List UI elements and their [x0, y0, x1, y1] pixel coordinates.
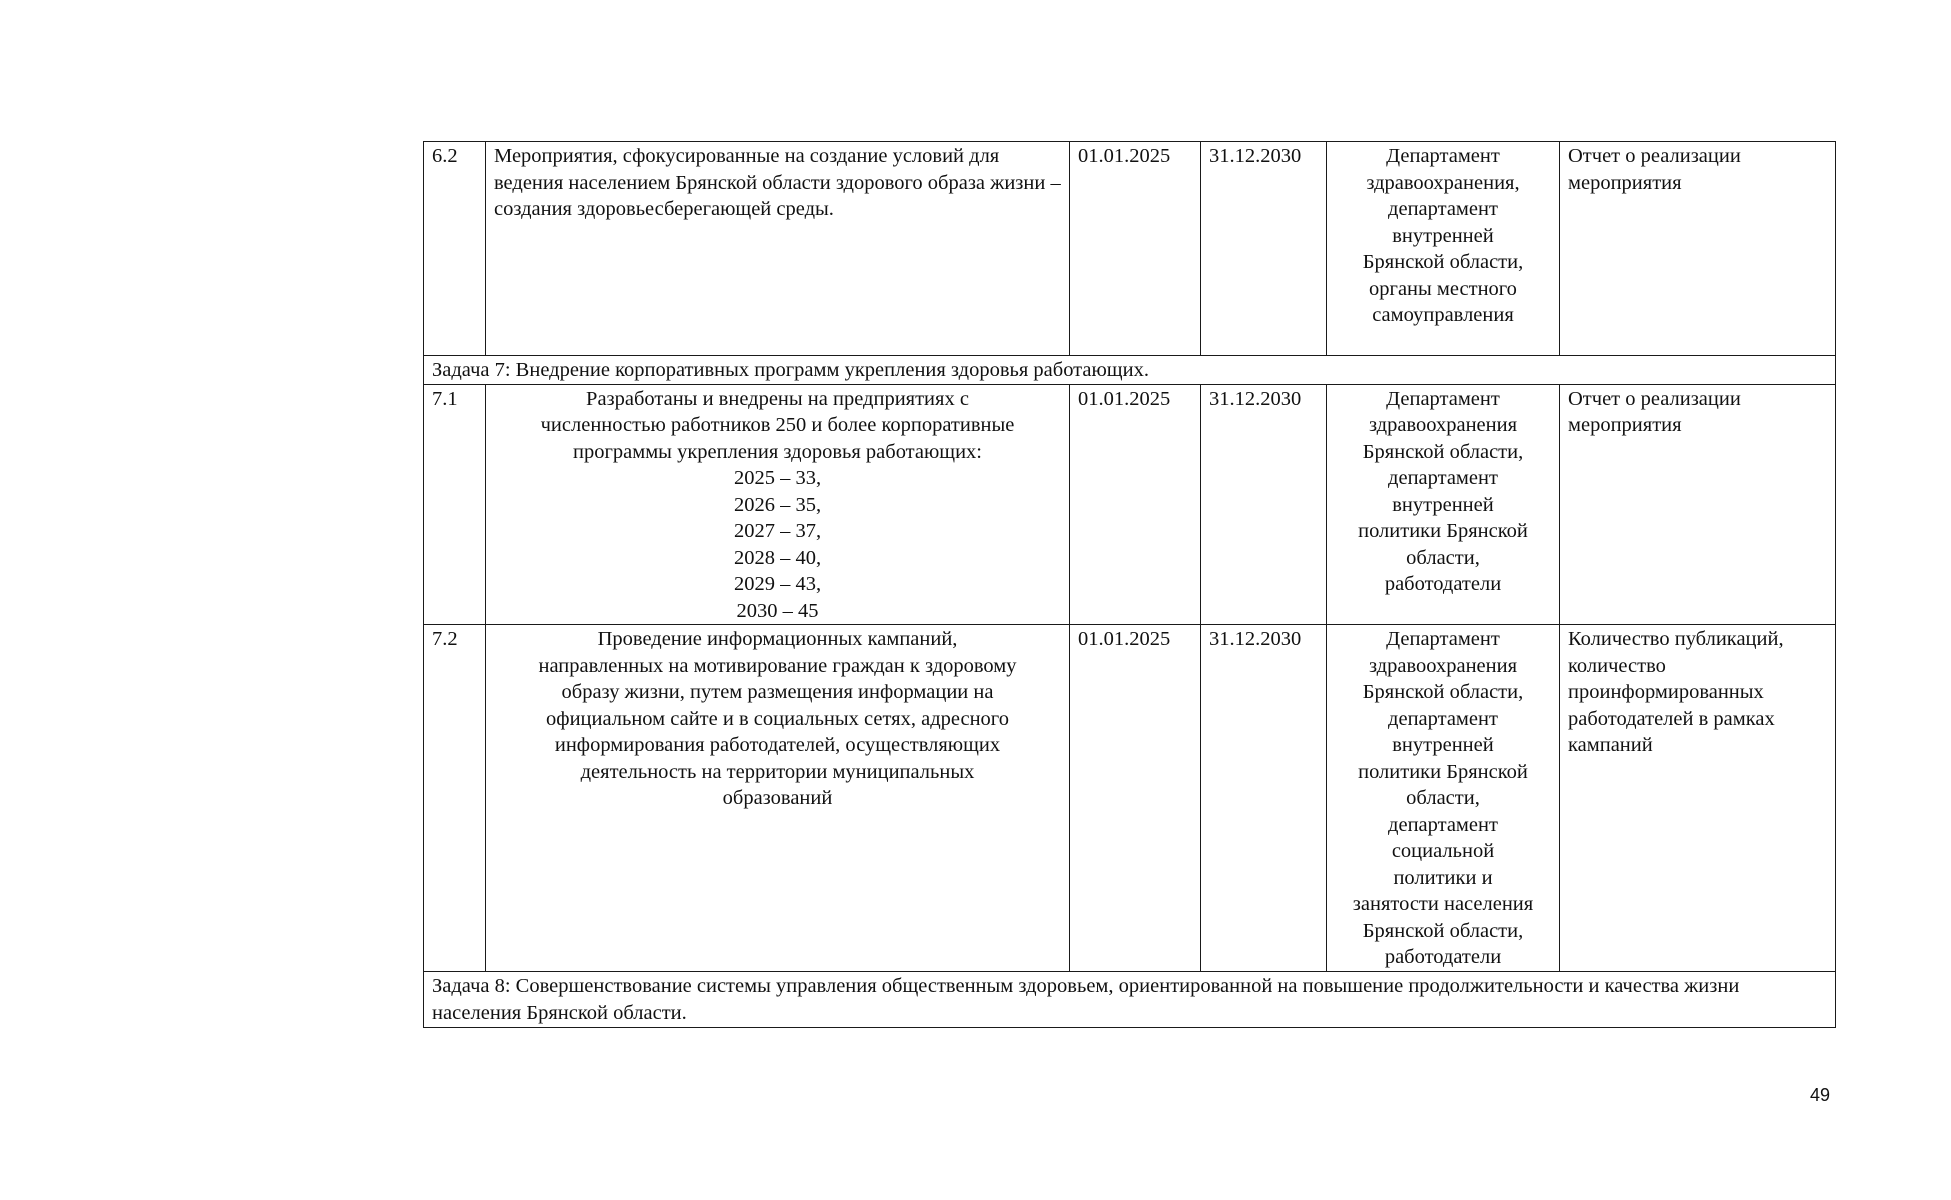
- task-row-7: [424, 356, 1836, 385]
- end-date: 31.12.2030: [1201, 625, 1327, 972]
- item-description: Разработаны и внедрены на предприятиях с численностью работников 250 и более корпоративные программы укрепления здоровья работающих: 2025 – 33, 2026 – 35, 2027 – 37, 2028 – 40, 2029 – 43, 2030 – 45: [486, 384, 1070, 625]
- responsible-executors: Департамент здравоохранения Брянской области, департамент внутренней политики Брянской области, работодатели: [1327, 384, 1560, 625]
- responsible-executors: Департамент здравоохранения Брянской области, департамент внутренней политики Брянской области, департамент социальной политики и занятости населения Брянской области, работодатели: [1327, 625, 1560, 972]
- start-date: 01.01.2025: [1070, 384, 1201, 625]
- table-row-7-1: [424, 384, 1836, 625]
- page-number: 49: [1810, 1085, 1831, 1105]
- responsible-executors: Департамент здравоохранения, департамент внутренней Брянской области, органы местного самоуправления: [1327, 142, 1560, 356]
- expected-result: Количество публикаций, количество проинформированных работодателей в рамках кампаний: [1560, 625, 1836, 972]
- start-date: 01.01.2025: [1070, 625, 1201, 972]
- end-date: 31.12.2030: [1201, 142, 1327, 356]
- item-description: Проведение информационных кампаний, направленных на мотивирование граждан к здоровому образу жизни, путем размещения информации на официальном сайте и в социальных сетях, адресного информирования работодателей, осуществляющих деятельность на территории муниципальных образований: [486, 625, 1070, 972]
- item-number: 6.2: [424, 142, 486, 356]
- expected-result: Отчет о реализации мероприятия: [1560, 384, 1836, 625]
- item-number: 7.1: [424, 384, 486, 625]
- task-heading: Задача 7: Внедрение корпоративных программ укрепления здоровья работающих.: [424, 356, 1836, 385]
- item-number: 7.2: [424, 625, 486, 972]
- task-heading: Задача 8: Совершенствование системы управления общественным здоровьем, ориентированной на повышение продолжительности и качества жизни населения Брянской области.: [424, 972, 1836, 1028]
- expected-result: Отчет о реализации мероприятия: [1560, 142, 1836, 356]
- table-row-7-2: [424, 625, 1836, 972]
- end-date: 31.12.2030: [1201, 384, 1327, 625]
- start-date: 01.01.2025: [1070, 142, 1201, 356]
- item-description: Мероприятия, сфокусированные на создание условий для ведения населением Брянской области здорового образа жизни – создания здоровьесберегающей среды.: [486, 142, 1070, 356]
- task-row-8: [424, 972, 1836, 1028]
- measures-table: [423, 141, 1836, 1028]
- table-row-6-2: [424, 142, 1836, 356]
